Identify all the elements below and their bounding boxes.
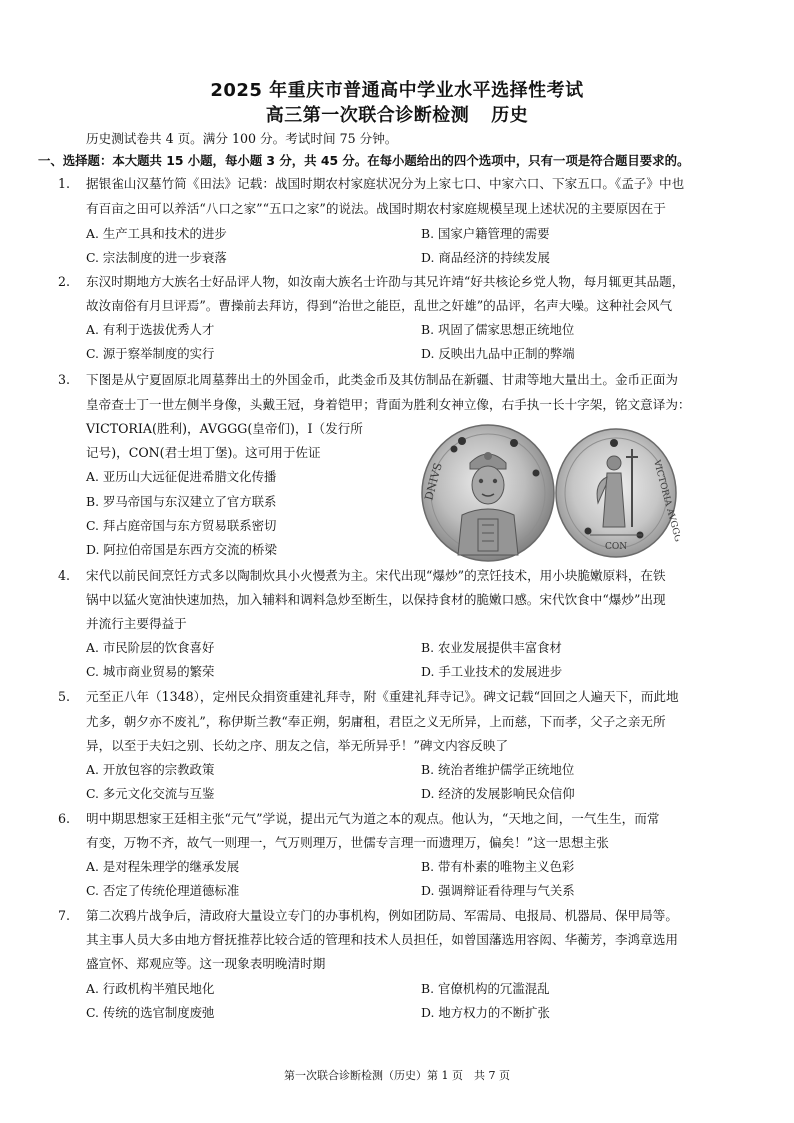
option-a[interactable]: A. 市民阶层的饮食喜好 [86, 640, 215, 655]
option-a[interactable]: A. 生产工具和技术的进步 [86, 226, 227, 241]
coin-back-inscription: VICTORIA AVGGG [651, 459, 680, 544]
question-text: 宋代以前民间烹饪方式多以陶制炊具小火慢煮为主。宋代出现“爆炒”的烹饪技术，用小块脆嫩原料，在铁 [86, 568, 666, 583]
question-number: 5. [58, 689, 71, 704]
option-d[interactable]: D. 商品经济的持续发展 [421, 250, 550, 265]
exam-title: 2025 年重庆市普通高中学业水平选择性考试 [210, 80, 584, 101]
question-text: 有变，万物不齐，故气一则理一，气万则理万，世儒专言理一而遗理万，偏矣！”这一思想主张 [86, 835, 609, 850]
option-d[interactable]: D. 阿拉伯帝国是东西方交流的桥梁 [86, 542, 277, 557]
coin-reverse [556, 429, 680, 557]
option-a[interactable]: A. 亚历山大远征促进希腊文化传播 [86, 469, 277, 484]
option-c[interactable]: C. 传统的选官制度废弛 [86, 1005, 215, 1020]
option-b[interactable]: B. 统治者维护儒学正统地位 [421, 762, 575, 777]
option-a[interactable]: A. 有利于选拔优秀人才 [86, 322, 215, 337]
question-number: 7. [58, 908, 71, 923]
question-number: 4. [58, 568, 71, 583]
question-text: 据银雀山汉墓竹简《田法》记载：战国时期农村家庭状况分为上家七口、中家六口、下家五口。《孟子》中也 [86, 176, 685, 191]
question-text: 明中期思想家王廷相主张“元气”学说，提出元气为道之本的观点。他认为，“天地之间，一气生生，而常 [86, 811, 660, 826]
exam-subtitle [0, 101, 794, 127]
question-text: 盛宣怀、郑观应等。这一现象表明晚清时期 [86, 956, 326, 971]
page-footer: 第一次联合诊断检测（历史）第 1 页 共 7 页 [284, 1069, 510, 1082]
option-d[interactable]: D. 地方权力的不断扩张 [421, 1005, 550, 1020]
question-number: 2. [58, 274, 71, 289]
question-text: 异，以至于夫妇之别、长幼之序、朋友之信，举无所异乎！”碑文内容反映了 [86, 738, 509, 753]
exam-subtitle-main: 高三第一次联合诊断检测 [265, 105, 470, 126]
coin-exergue: CON [605, 542, 628, 552]
option-b[interactable]: B. 官僚机构的冗滥混乱 [421, 981, 550, 996]
coin-obverse [422, 425, 554, 561]
question-text: 有百亩之田可以养活“八口之家”“五口之家”的说法。战国时期农村家庭规模呈现上述状况的主要原因在于 [86, 201, 666, 216]
question-text: 并流行主要得益于 [86, 616, 187, 631]
option-b[interactable]: B. 罗马帝国与东汉建立了官方联系 [86, 494, 277, 509]
option-d[interactable]: D. 手工业技术的发展进步 [421, 664, 563, 679]
question-text: VICTORIA(胜利)，AVGGG(皇帝们)，I（发行所 [86, 421, 363, 436]
option-c[interactable]: C. 城市商业贸易的繁荣 [86, 664, 215, 679]
option-c[interactable]: C. 拜占庭帝国与东方贸易联系密切 [86, 518, 277, 533]
question-text: 皇帝查士丁一世左侧半身像，头戴王冠，身着铠甲；背面为胜利女神立像，右手执一长十字架，铭文意译为： [86, 397, 691, 412]
option-a[interactable]: A. 是对程朱理学的继承发展 [86, 859, 240, 874]
question-text: 下图是从宁夏固原北周墓葬出土的外国金币，此类金币及其仿制品在新疆、甘肃等地大量出土。金币正面为 [86, 372, 678, 387]
question-text: 锅中以猛火宽油快速加热，加入辅料和调料急炒至断生，以保持食材的脆嫩口感。宋代饮食中“爆炒”出现 [86, 592, 666, 607]
question-text: 尤多，朝夕亦不废礼”，称伊斯兰教“奉正朔，躬庸租，君臣之义无所异，上而慈，下而孝，父子之亲无所 [86, 714, 666, 729]
option-b[interactable]: B. 农业发展提供丰富食材 [421, 640, 562, 655]
option-b[interactable]: B. 国家户籍管理的需要 [421, 226, 550, 241]
question-number: 3. [58, 372, 71, 387]
question-text: 故汝南俗有月旦评焉”。曹操前去拜访，得到“治世之能臣，乱世之奸雄”的品评，名声大噪。这种社会风气 [86, 298, 673, 313]
option-c[interactable]: C. 宗法制度的进一步衰落 [86, 250, 227, 265]
option-d[interactable]: D. 反映出九品中正制的弊端 [421, 346, 575, 361]
question-text: 东汉时期地方大族名士好品评人物，如汝南大族名士许劭与其兄许靖“好共核论乡党人物，每月辄更其品题， [86, 274, 685, 289]
question-number: 1. [58, 176, 71, 191]
exam-subject: 历史 [491, 105, 529, 126]
exam-intro: 历史测试卷共 4 页。满分 100 分。考试时间 75 分钟。 [86, 131, 398, 146]
question-text: 其主事人员大多由地方督抚推荐比较合适的管理和技术人员担任，如曾国藩选用容闳、华蘅芳，李鸿章选用 [86, 932, 678, 947]
option-a[interactable]: A. 行政机构半殖民地化 [86, 981, 215, 996]
coin-front-inscription: DNIVS [422, 461, 445, 502]
coin-figure-svg [418, 423, 680, 563]
option-b[interactable]: B. 带有朴素的唯物主义色彩 [421, 859, 575, 874]
option-d[interactable]: D. 强调辩证看待理与气关系 [421, 883, 575, 898]
option-c[interactable]: C. 否定了传统伦理道德标准 [86, 883, 240, 898]
option-d[interactable]: D. 经济的发展影响民众信仰 [421, 786, 575, 801]
question-text: 元至正八年（1348），定州民众捐资重建礼拜寺，附《重建礼拜寺记》。碑文记载“回回之人遍天下，而此地 [86, 689, 679, 704]
question-number: 6. [58, 811, 71, 826]
question-text: 第二次鸦片战争后，清政府大量设立专门的办事机构，例如团防局、军需局、电报局、机器局、保甲局等。 [86, 908, 678, 923]
option-b[interactable]: B. 巩固了儒家思想正统地位 [421, 322, 575, 337]
option-c[interactable]: C. 多元文化交流与互鉴 [86, 786, 215, 801]
option-c[interactable]: C. 源于察举制度的实行 [86, 346, 215, 361]
option-a[interactable]: A. 开放包容的宗教政策 [86, 762, 215, 777]
question-text: 记号)，CON(君士坦丁堡)。这可用于佐证 [86, 445, 321, 460]
section-heading: 一、选择题：本大题共 15 小题，每小题 3 分，共 45 分。在每小题给出的四个选项中，只有一项是符合题目要求的。 [38, 153, 690, 168]
coin-figure [418, 423, 680, 563]
